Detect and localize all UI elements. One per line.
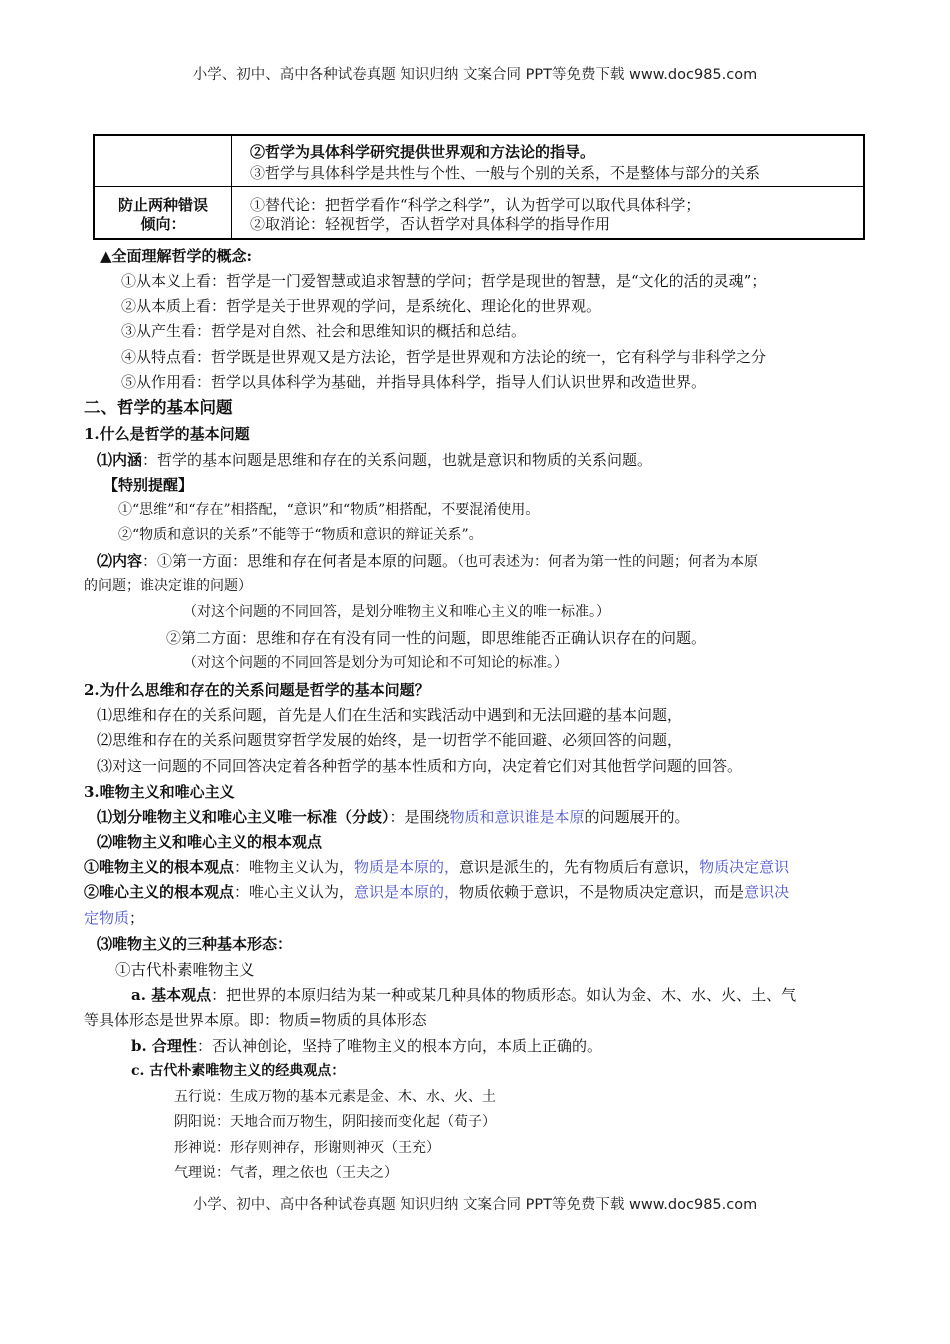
q2-title: 2.为什么思维和存在的关系问题是哲学的基本问题？: [84, 681, 430, 699]
fundamental-views-title: ⑵唯物主义和唯心主义的根本观点: [97, 833, 323, 851]
content-note: （也可表述为：何者为第一性的问题；何者为本原: [457, 554, 759, 570]
basic-view: [131, 985, 796, 1005]
materialism-view: [84, 857, 789, 877]
content-label: ⑵内容: [97, 552, 143, 570]
basic-view-label: a. 基本观点: [131, 986, 212, 1004]
idealism-highlight3: 定物质: [84, 909, 130, 927]
table-row1-line2: ③哲学与具体科学是共性与个性、一般与个别的关系，不是整体与部分的关系: [250, 164, 761, 182]
idealism-text2: 物质依赖于意识，不是物质决定意识，而是: [459, 883, 745, 901]
concept-item: ①从本义上看：哲学是一门爱智慧或追求智慧的学问；哲学是现世的智慧，是“文化的活的灵魂”；: [121, 272, 767, 290]
classic-view-item: 气理说：气者，理之依也（王夫之）: [174, 1165, 398, 1181]
tip-item: ①“思维”和“存在”相搭配，“意识”和“物质”相搭配，不要混淆使用。: [118, 502, 540, 518]
three-forms-title: ⑶唯物主义的三种基本形态：: [97, 935, 293, 953]
aspect1-note: （对这个问题的不同回答，是划分唯物主义和唯心主义的唯一标准。）: [183, 604, 610, 620]
q1-definition: [97, 450, 652, 470]
idealism-highlight: 意识是本原的，: [354, 883, 460, 901]
idealism-text: ：唯心主义认为，: [234, 883, 355, 901]
aspect2-note: （对这个问题的不同回答是划分为可知论和不可知论的标准。）: [183, 655, 568, 671]
tip-item: ②“物质和意识的关系”不能等于“物质和意识的辩证关系”。: [118, 527, 483, 543]
materialism-highlight: 物质是本原的，: [354, 858, 460, 876]
materialism-highlight2: 物质决定意识: [699, 858, 790, 876]
table-row2-line2: ②取消论：轻视哲学，否认哲学对具体科学的指导作用: [250, 215, 611, 233]
q3-title: 3.唯物主义和唯心主义: [84, 783, 235, 801]
content-text: ：①第一方面：思维和存在何者是本原的问题。: [142, 552, 458, 570]
table-row1-line1: ②哲学为具体科学研究提供世界观和方法论的指导。: [250, 143, 596, 161]
idealism-end: ；: [129, 909, 145, 927]
basic-view-text: ：把世界的本原归结为某一种或某几种具体的物质形态。如认为金、木、水、火、土、气: [211, 986, 797, 1004]
materialism-label: ①唯物主义的根本观点: [84, 858, 235, 876]
page-header: 小学、初中、高中各种试卷真题 知识归纳 文案合同 PPT等免费下载 www.doc985.com: [192, 67, 758, 83]
q1-content: [97, 551, 758, 572]
rationality: [131, 1036, 602, 1056]
concept-item: ②从本质上看：哲学是关于世界观的学问，是系统化、理论化的世界观。: [121, 297, 602, 315]
aspect2: ②第二方面：思维和存在有没有同一性的问题，即思维能否正确认识存在的问题。: [166, 629, 707, 647]
content-note-continued: 的问题；谁决定谁的问题）: [84, 578, 252, 594]
criterion-label: ⑴划分唯物主义和唯心主义唯一标准（分歧）: [97, 808, 390, 826]
idealism-view-continued: [84, 908, 144, 928]
ancient-materialism-title: ①古代朴素唯物主义: [115, 961, 255, 979]
section-title: 二、哲学的基本问题: [84, 398, 233, 417]
tip-title: 【特别提醒】: [103, 476, 194, 494]
table-column-divider: [231, 136, 232, 238]
concept-title: ▲全面理解哲学的概念:: [100, 247, 253, 265]
concept-item: ③从产生看：哲学是对自然、社会和思维知识的概括和总结。: [121, 322, 527, 340]
q1-title: 1.什么是哲学的基本问题: [84, 425, 250, 443]
q2-item: ⑶对这一问题的不同回答决定着各种哲学的基本性质和方向，决定着它们对其他哲学问题的回答。: [97, 757, 743, 775]
q3-criterion: [97, 807, 690, 827]
classic-view-item: 阴阳说：天地合而万物生，阴阳接而变化起（荀子）: [174, 1114, 496, 1130]
criterion-text-end: 的问题展开的。: [584, 808, 690, 826]
q2-item: ⑵思维和存在的关系问题贯穿哲学发展的始终，是一切哲学不能回避、必须回答的问题，: [97, 731, 683, 749]
table-row2-head-line2: 倾向：: [140, 215, 186, 233]
classic-views-title: c. 古代朴素唯物主义的经典观点：: [131, 1063, 346, 1079]
criterion-text: ：是围绕: [389, 808, 450, 826]
table-row2-head-line1: 防止两种错误: [117, 196, 208, 214]
concept-item: ⑤从作用看：哲学以具体科学为基础，并指导具体科学，指导人们认识世界和改造世界。: [121, 373, 707, 391]
definition-label: ⑴内涵: [97, 451, 143, 469]
classic-view-item: 形神说：形存则神存，形谢则神灭（王充）: [174, 1140, 440, 1156]
materialism-text: ：唯物主义认为，: [234, 858, 355, 876]
materialism-text2: 意识是派生的，先有物质后有意识，: [459, 858, 700, 876]
idealism-view: [84, 882, 789, 902]
summary-table: [93, 134, 865, 240]
page-footer: 小学、初中、高中各种试卷真题 知识归纳 文案合同 PPT等免费下载 www.doc985.com: [192, 1197, 758, 1213]
idealism-label: ②唯心主义的根本观点: [84, 883, 235, 901]
concept-item: ④从特点看：哲学既是世界观又是方法论，哲学是世界观和方法论的统一，它有科学与非科学之分: [121, 348, 767, 366]
rationality-text: ：否认神创论，坚持了唯物主义的根本方向，本质上正确的。: [196, 1037, 602, 1055]
idealism-highlight2: 意识决: [744, 883, 790, 901]
basic-view-continued: 等具体形态是世界本原。即：物质=物质的具体形态: [84, 1011, 427, 1029]
q2-item: ⑴思维和存在的关系问题，首先是人们在生活和实践活动中遇到和无法回避的基本问题，: [97, 706, 683, 724]
table-row-divider: [95, 186, 863, 187]
rationality-label: b. 合理性: [131, 1037, 197, 1055]
table-row2-line1: ①替代论：把哲学看作“科学之科学”，认为哲学可以取代具体科学；: [250, 196, 701, 214]
classic-view-item: 五行说：生成万物的基本元素是金、木、水、火、土: [174, 1089, 496, 1105]
criterion-highlight: 物质和意识谁是本原: [449, 808, 585, 826]
definition-text: ：哲学的基本问题是思维和存在的关系问题，也就是意识和物质的关系问题。: [142, 451, 653, 469]
